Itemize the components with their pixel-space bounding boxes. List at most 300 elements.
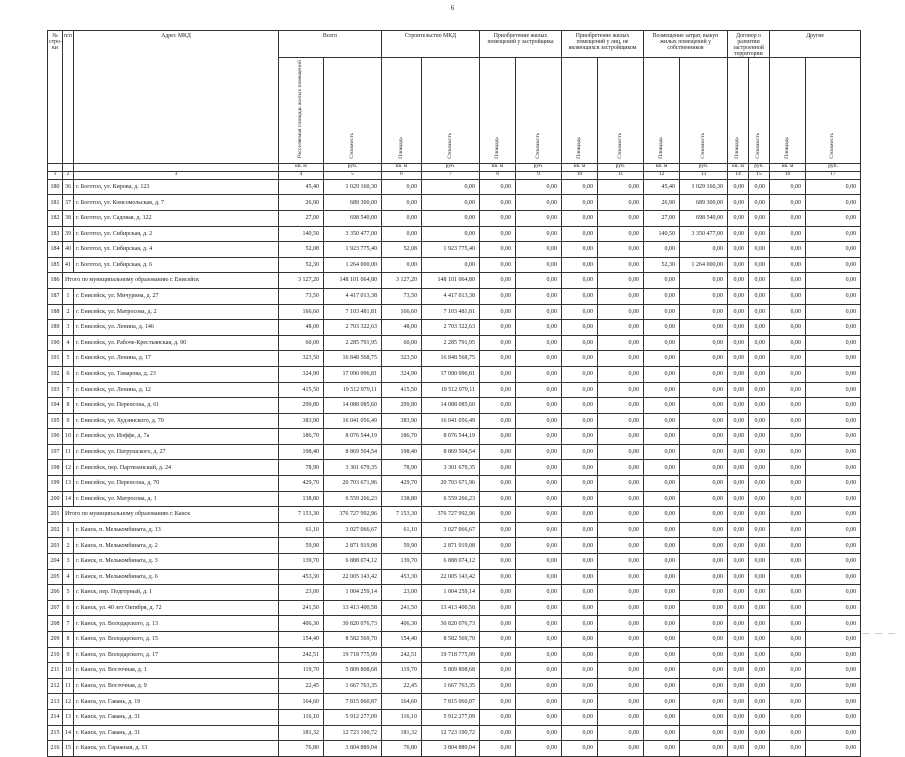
subheader-cost: Стоимость <box>806 58 861 163</box>
value-cell: 186,70 <box>279 429 324 445</box>
value-cell: 0,00 <box>749 632 770 648</box>
value-cell: 26,90 <box>279 195 324 211</box>
value-cell: 119,70 <box>279 663 324 679</box>
value-cell: 0,00 <box>562 647 598 663</box>
line-number-cell: 204 <box>48 554 63 570</box>
item-number-cell: 3 <box>63 320 74 336</box>
value-cell: 0,00 <box>562 320 598 336</box>
value-cell: 5 809 808,68 <box>324 663 382 679</box>
value-cell: 119,70 <box>382 663 422 679</box>
header-acq-persons: Приобретение жилых помещений у лиц, не являющихся застройщиком <box>562 31 644 58</box>
value-cell: 2 285 791,95 <box>324 335 382 351</box>
value-cell: 19 718 775,99 <box>422 647 480 663</box>
value-cell: 7 153,30 <box>279 507 324 523</box>
value-cell: 0,00 <box>516 257 562 273</box>
value-cell: 23,00 <box>279 585 324 601</box>
value-cell: 0,00 <box>749 554 770 570</box>
value-cell: 242,51 <box>279 647 324 663</box>
column-numbers-row <box>48 171 861 179</box>
value-cell: 0,00 <box>806 382 861 398</box>
line-number-cell: 201 <box>48 507 63 523</box>
column-number-cell: 3 <box>74 171 279 179</box>
value-cell: 164,60 <box>382 694 422 710</box>
value-cell: 0,00 <box>728 288 749 304</box>
value-cell: 0,00 <box>806 210 861 226</box>
value-cell: 0,00 <box>728 694 749 710</box>
address-cell: г. Боготол, ул. Кирова, д. 123 <box>74 179 279 195</box>
value-cell: 0,00 <box>516 476 562 492</box>
value-cell: 1 264 000,00 <box>324 257 382 273</box>
table-row <box>48 179 861 195</box>
value-cell: 0,00 <box>680 647 728 663</box>
value-cell: 0,00 <box>728 476 749 492</box>
value-cell: 0,00 <box>728 366 749 382</box>
value-cell: 3 301 679,35 <box>422 460 480 476</box>
header-row <box>48 31 861 58</box>
line-number-cell: 195 <box>48 413 63 429</box>
table-row <box>48 741 861 757</box>
table-row <box>48 616 861 632</box>
subheader-area: Площадь <box>644 58 680 163</box>
value-cell: 8 869 504,54 <box>324 444 382 460</box>
item-number-cell: 5 <box>63 585 74 601</box>
item-number-cell: 10 <box>63 429 74 445</box>
value-cell: 0,00 <box>516 569 562 585</box>
value-cell: 0,00 <box>562 694 598 710</box>
value-cell: 0,00 <box>806 522 861 538</box>
table-row <box>48 382 861 398</box>
table-row <box>48 210 861 226</box>
value-cell: 0,00 <box>516 663 562 679</box>
value-cell: 7 153,30 <box>382 507 422 523</box>
value-cell: 0,00 <box>806 538 861 554</box>
value-cell: 3 350 477,00 <box>324 226 382 242</box>
value-cell: 61,10 <box>279 522 324 538</box>
value-cell: 0,00 <box>806 351 861 367</box>
value-cell: 689 300,00 <box>680 195 728 211</box>
value-cell: 0,00 <box>644 741 680 757</box>
item-number-cell: 4 <box>63 569 74 585</box>
value-cell: 3 301 679,35 <box>324 460 382 476</box>
value-cell: 2 871 919,08 <box>324 538 382 554</box>
line-number-cell: 206 <box>48 585 63 601</box>
value-cell: 0,00 <box>749 273 770 289</box>
item-number-cell: 40 <box>63 242 74 258</box>
value-cell: 0,00 <box>644 678 680 694</box>
value-cell: 0,00 <box>562 491 598 507</box>
value-cell: 6 888 074,12 <box>422 554 480 570</box>
value-cell: 0,00 <box>680 273 728 289</box>
value-cell: 0,00 <box>598 288 644 304</box>
value-cell: 0,00 <box>598 273 644 289</box>
value-cell: 0,00 <box>480 554 516 570</box>
value-cell: 0,00 <box>598 491 644 507</box>
value-cell: 0,00 <box>422 210 480 226</box>
value-cell: 0,00 <box>806 304 861 320</box>
value-cell: 0,00 <box>749 741 770 757</box>
value-cell: 0,00 <box>770 351 806 367</box>
unit-cell: кв. м <box>480 163 516 171</box>
value-cell: 0,00 <box>644 538 680 554</box>
value-cell: 19 512 979,11 <box>422 382 480 398</box>
table-row <box>48 366 861 382</box>
address-cell: г. Енисейск, ул. Мичурина, д. 27 <box>74 288 279 304</box>
value-cell: 0,00 <box>749 242 770 258</box>
column-number-cell: 16 <box>770 171 806 179</box>
value-cell: 0,00 <box>516 616 562 632</box>
value-cell: 0,00 <box>806 725 861 741</box>
table-row <box>48 257 861 273</box>
value-cell: 406,30 <box>279 616 324 632</box>
value-cell: 0,00 <box>516 647 562 663</box>
address-cell: г. Енисейск, ул. Перепсона, д. 61 <box>74 398 279 414</box>
value-cell: 0,00 <box>770 538 806 554</box>
value-cell: 0,00 <box>480 273 516 289</box>
value-cell: 0,00 <box>562 226 598 242</box>
table-row <box>48 398 861 414</box>
unit-cell: руб. <box>422 163 480 171</box>
value-cell: 0,00 <box>749 647 770 663</box>
value-cell: 0,00 <box>598 460 644 476</box>
value-cell: 0,00 <box>562 413 598 429</box>
value-cell: 0,00 <box>749 616 770 632</box>
value-cell: 1 264 000,00 <box>680 257 728 273</box>
value-cell: 148 101 064,80 <box>422 273 480 289</box>
value-cell: 0,00 <box>728 616 749 632</box>
value-cell: 0,00 <box>770 179 806 195</box>
value-cell: 0,00 <box>516 320 562 336</box>
value-cell: 0,00 <box>562 616 598 632</box>
value-cell: 0,00 <box>644 585 680 601</box>
value-cell: 5 809 808,68 <box>422 663 480 679</box>
table-row <box>48 569 861 585</box>
value-cell: 0,00 <box>480 335 516 351</box>
table-row <box>48 335 861 351</box>
value-cell: 139,70 <box>279 554 324 570</box>
line-number-cell: 186 <box>48 273 63 289</box>
header-acq-developer: Приобретение жилых помещений у застройщика <box>480 31 562 58</box>
item-number-cell: 8 <box>63 632 74 648</box>
column-number-cell: 9 <box>516 171 562 179</box>
line-number-cell: 193 <box>48 382 63 398</box>
value-cell: 186,70 <box>382 429 422 445</box>
value-cell: 0,00 <box>749 179 770 195</box>
value-cell: 1 667 763,35 <box>422 678 480 694</box>
header-construction: Строительство МКД <box>382 31 480 58</box>
value-cell: 0,00 <box>680 335 728 351</box>
value-cell: 26,90 <box>644 195 680 211</box>
value-cell: 0,00 <box>749 538 770 554</box>
value-cell: 698 540,00 <box>680 210 728 226</box>
value-cell: 0,00 <box>749 709 770 725</box>
value-cell: 0,00 <box>806 366 861 382</box>
value-cell: 0,00 <box>598 304 644 320</box>
line-number-cell: 182 <box>48 210 63 226</box>
value-cell: 0,00 <box>770 273 806 289</box>
value-cell: 0,00 <box>728 554 749 570</box>
value-cell: 0,00 <box>728 179 749 195</box>
value-cell: 0,00 <box>680 538 728 554</box>
value-cell: 0,00 <box>770 288 806 304</box>
value-cell: 0,00 <box>516 444 562 460</box>
line-number-cell: 216 <box>48 741 63 757</box>
value-cell: 30 820 076,73 <box>422 616 480 632</box>
value-cell: 0,00 <box>806 741 861 757</box>
relocation-table <box>47 30 861 757</box>
value-cell: 0,00 <box>480 585 516 601</box>
value-cell: 0,00 <box>680 398 728 414</box>
line-number-cell: 187 <box>48 288 63 304</box>
value-cell: 453,30 <box>279 569 324 585</box>
value-cell: 0,00 <box>728 320 749 336</box>
value-cell: 0,00 <box>480 741 516 757</box>
value-cell: 0,00 <box>382 195 422 211</box>
value-cell: 138,80 <box>382 491 422 507</box>
value-cell: 0,00 <box>644 709 680 725</box>
value-cell: 0,00 <box>516 273 562 289</box>
value-cell: 0,00 <box>644 288 680 304</box>
scan-marks: — — — <box>862 629 897 637</box>
relocation-table-container <box>47 30 860 757</box>
value-cell: 6 559 266,23 <box>422 491 480 507</box>
value-cell: 0,00 <box>728 242 749 258</box>
value-cell: 0,00 <box>480 569 516 585</box>
value-cell: 0,00 <box>562 195 598 211</box>
table-row <box>48 476 861 492</box>
value-cell: 0,00 <box>516 725 562 741</box>
value-cell: 324,90 <box>382 366 422 382</box>
line-number-cell: 205 <box>48 569 63 585</box>
value-cell: 0,00 <box>382 226 422 242</box>
value-cell: 0,00 <box>480 725 516 741</box>
value-cell: 0,00 <box>770 663 806 679</box>
column-number-cell: 7 <box>422 171 480 179</box>
value-cell: 3 804 889,04 <box>422 741 480 757</box>
value-cell: 0,00 <box>728 632 749 648</box>
value-cell: 0,00 <box>680 522 728 538</box>
value-cell: 0,00 <box>749 226 770 242</box>
line-number-cell: 209 <box>48 632 63 648</box>
table-row <box>48 694 861 710</box>
value-cell: 0,00 <box>562 366 598 382</box>
address-cell: г. Канск, ул. Володарского, д. 17 <box>74 647 279 663</box>
value-cell: 0,00 <box>480 242 516 258</box>
value-cell: 0,00 <box>806 709 861 725</box>
value-cell: 0,00 <box>770 569 806 585</box>
value-cell: 0,00 <box>728 647 749 663</box>
value-cell: 0,00 <box>770 226 806 242</box>
value-cell: 0,00 <box>770 616 806 632</box>
table-row <box>48 413 861 429</box>
value-cell: 0,00 <box>382 179 422 195</box>
table-row <box>48 429 861 445</box>
value-cell: 0,00 <box>806 398 861 414</box>
value-cell: 0,00 <box>644 725 680 741</box>
value-cell: 0,00 <box>680 366 728 382</box>
value-cell: 61,10 <box>382 522 422 538</box>
header-line-number: № стро-ки <box>48 31 63 164</box>
unit-cell: кв. м <box>644 163 680 171</box>
unit-cell: руб. <box>680 163 728 171</box>
value-cell: 0,00 <box>480 288 516 304</box>
value-cell: 0,00 <box>644 476 680 492</box>
value-cell: 0,00 <box>680 413 728 429</box>
value-cell: 0,00 <box>480 226 516 242</box>
line-number-cell: 213 <box>48 694 63 710</box>
value-cell: 0,00 <box>480 709 516 725</box>
value-cell: 0,00 <box>562 304 598 320</box>
subheader-area-relocated: Расселяемая площадь жилых помещений <box>279 58 324 163</box>
value-cell: 0,00 <box>770 460 806 476</box>
value-cell: 0,00 <box>680 709 728 725</box>
value-cell: 0,00 <box>516 600 562 616</box>
item-number-cell: 9 <box>63 413 74 429</box>
value-cell: 0,00 <box>770 725 806 741</box>
value-cell: 0,00 <box>770 366 806 382</box>
value-cell: 0,00 <box>598 585 644 601</box>
value-cell: 198,40 <box>279 444 324 460</box>
value-cell: 0,00 <box>749 195 770 211</box>
value-cell: 0,00 <box>598 569 644 585</box>
value-cell: 0,00 <box>770 429 806 445</box>
value-cell: 3 127,20 <box>279 273 324 289</box>
value-cell: 0,00 <box>516 179 562 195</box>
table-row <box>48 554 861 570</box>
value-cell: 689 300,00 <box>324 195 382 211</box>
value-cell: 0,00 <box>598 725 644 741</box>
value-cell: 0,00 <box>806 320 861 336</box>
value-cell: 0,00 <box>728 195 749 211</box>
value-cell: 415,50 <box>382 382 422 398</box>
address-cell: г. Канск, пер. Подгорный, д. 1 <box>74 585 279 601</box>
table-row <box>48 444 861 460</box>
value-cell: 0,00 <box>770 741 806 757</box>
value-cell: 0,00 <box>644 335 680 351</box>
value-cell: 0,00 <box>728 663 749 679</box>
value-cell: 0,00 <box>644 242 680 258</box>
address-cell: г. Енисейск, ул. Патрушского, д. 27 <box>74 444 279 460</box>
value-cell: 1 004 259,14 <box>324 585 382 601</box>
subheader-cost: Стоимость <box>324 58 382 163</box>
value-cell: 0,00 <box>480 647 516 663</box>
column-number-cell: 13 <box>680 171 728 179</box>
address-cell: г. Канск, ул. Восточная, д. 9 <box>74 678 279 694</box>
column-number-cell: 14 <box>728 171 749 179</box>
line-number-cell: 210 <box>48 647 63 663</box>
line-number-cell: 199 <box>48 476 63 492</box>
value-cell: 0,00 <box>728 382 749 398</box>
value-cell: 0,00 <box>770 195 806 211</box>
value-cell: 0,00 <box>644 366 680 382</box>
value-cell: 415,50 <box>279 382 324 398</box>
table-row <box>48 663 861 679</box>
value-cell: 0,00 <box>806 663 861 679</box>
value-cell: 0,00 <box>806 476 861 492</box>
item-number-cell: 13 <box>63 709 74 725</box>
unit-cell: кв. м <box>728 163 749 171</box>
value-cell: 0,00 <box>480 257 516 273</box>
value-cell: 0,00 <box>598 335 644 351</box>
value-cell: 0,00 <box>562 242 598 258</box>
value-cell: 0,00 <box>749 585 770 601</box>
subheader-cost: Стоимость <box>680 58 728 163</box>
item-number-cell: 1 <box>63 522 74 538</box>
table-row <box>48 725 861 741</box>
value-cell: 0,00 <box>598 476 644 492</box>
value-cell: 0,00 <box>806 491 861 507</box>
value-cell: 0,00 <box>770 709 806 725</box>
address-cell: г. Боготол, ул. Садовая, д. 122 <box>74 210 279 226</box>
value-cell: 164,60 <box>279 694 324 710</box>
value-cell: 0,00 <box>422 195 480 211</box>
value-cell: 0,00 <box>598 366 644 382</box>
value-cell: 154,40 <box>279 632 324 648</box>
value-cell: 0,00 <box>749 444 770 460</box>
value-cell: 0,00 <box>598 444 644 460</box>
value-cell: 0,00 <box>806 600 861 616</box>
value-cell: 0,00 <box>728 709 749 725</box>
value-cell: 0,00 <box>749 366 770 382</box>
value-cell: 0,00 <box>749 569 770 585</box>
value-cell: 0,00 <box>562 600 598 616</box>
value-cell: 0,00 <box>516 429 562 445</box>
value-cell: 0,00 <box>728 678 749 694</box>
value-cell: 0,00 <box>516 413 562 429</box>
value-cell: 0,00 <box>480 616 516 632</box>
item-number-cell: 7 <box>63 382 74 398</box>
column-number-cell: 8 <box>480 171 516 179</box>
value-cell: 0,00 <box>480 491 516 507</box>
address-cell: г. Енисейск, ул. Ленина, д. 17 <box>74 351 279 367</box>
value-cell: 0,00 <box>516 632 562 648</box>
value-cell: 0,00 <box>680 554 728 570</box>
item-number-cell: 7 <box>63 616 74 632</box>
subheader-area: Площадь <box>562 58 598 163</box>
value-cell: 698 540,00 <box>324 210 382 226</box>
value-cell: 0,00 <box>680 616 728 632</box>
value-cell: 0,00 <box>644 491 680 507</box>
value-cell: 383,90 <box>382 413 422 429</box>
item-number-cell: 38 <box>63 210 74 226</box>
total-label-cell: Итого по муниципальному образованию г. Канск <box>63 507 279 523</box>
address-cell: г. Боготол, ул. Сибирская, д. 2 <box>74 226 279 242</box>
value-cell: 0,00 <box>598 600 644 616</box>
table-row <box>48 460 861 476</box>
value-cell: 148 101 064,80 <box>324 273 382 289</box>
value-cell: 0,00 <box>806 616 861 632</box>
value-cell: 0,00 <box>382 210 422 226</box>
item-number-cell: 14 <box>63 725 74 741</box>
column-number-cell: 17 <box>806 171 861 179</box>
value-cell: 1 923 775,40 <box>324 242 382 258</box>
value-cell: 0,00 <box>806 554 861 570</box>
value-cell: 0,00 <box>562 476 598 492</box>
value-cell: 140,50 <box>644 226 680 242</box>
line-number-cell: 180 <box>48 179 63 195</box>
value-cell: 198,40 <box>382 444 422 460</box>
line-number-cell: 214 <box>48 709 63 725</box>
value-cell: 0,00 <box>598 195 644 211</box>
page-number: 6 <box>450 4 455 12</box>
value-cell: 0,00 <box>680 725 728 741</box>
address-cell: г. Боготол, ул. Сибирская, д. 4 <box>74 242 279 258</box>
item-number-cell: 15 <box>63 741 74 757</box>
value-cell: 5 912 277,09 <box>422 709 480 725</box>
address-cell: г. Канск, ул. Володарского, д. 15 <box>74 632 279 648</box>
value-cell: 0,00 <box>806 460 861 476</box>
value-cell: 324,90 <box>279 366 324 382</box>
value-cell: 0,00 <box>480 444 516 460</box>
